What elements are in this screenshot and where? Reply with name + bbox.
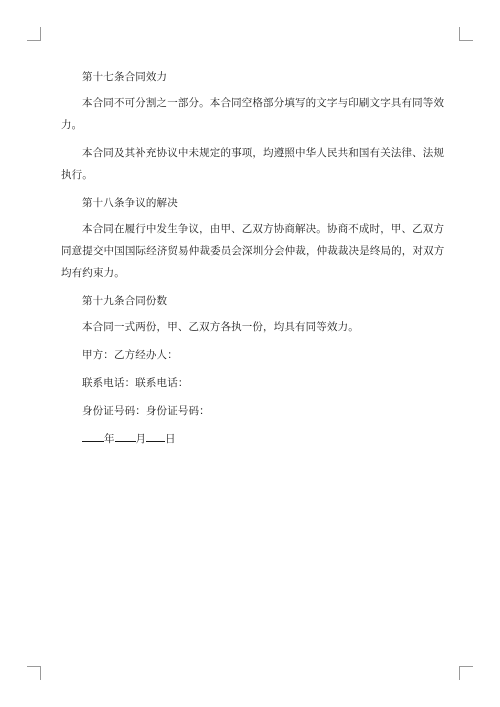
year-blank xyxy=(82,429,104,442)
crop-mark-top-left-horizontal xyxy=(27,40,41,41)
phone-line: 联系电话：联系电话： xyxy=(82,377,189,389)
id-number-line: 身份证号码：身份证号码： xyxy=(82,405,210,417)
month-blank xyxy=(115,429,136,442)
month-label: 月 xyxy=(135,433,146,445)
article-17-heading: 第十七条合同效力 xyxy=(82,71,168,83)
article-19-heading: 第十九条合同份数 xyxy=(82,295,168,307)
party-signature-line: 甲方：乙方经办人： xyxy=(82,349,178,361)
crop-mark-top-left-vertical xyxy=(40,27,41,41)
article-17-paragraph-2: 本合同及其补充协议中未规定的事项，均遵照中华人民共和国有关法律、法规执行。 xyxy=(61,147,445,181)
crop-mark-bottom-right-vertical xyxy=(459,666,460,680)
crop-mark-bottom-left-vertical xyxy=(40,666,41,680)
crop-mark-top-right-vertical xyxy=(459,27,460,41)
article-18-heading: 第十八条争议的解决 xyxy=(82,197,178,209)
crop-mark-bottom-right-horizontal xyxy=(459,666,473,667)
crop-mark-top-right-horizontal xyxy=(459,40,473,41)
article-18-paragraph-1: 本合同在履行中发生争议，由甲、乙双方协商解决。协商不成时，甲、乙双方同意提交中国国际经济贸易仲裁委员会深圳分会仲裁，仲裁裁决是终局的，对双方均有约束力。 xyxy=(61,223,445,279)
date-line xyxy=(61,428,449,450)
crop-mark-bottom-left-horizontal xyxy=(27,666,41,667)
day-blank xyxy=(146,429,165,442)
document-body xyxy=(61,66,449,461)
article-19-paragraph-1: 本合同一式两份，甲、乙双方各执一份，均具有同等效力。 xyxy=(82,321,359,333)
day-label: 日 xyxy=(165,433,176,445)
year-label: 年 xyxy=(104,433,115,445)
article-17-paragraph-1: 本合同不可分割之一部分。本合同空格部分填写的文字与印刷文字具有同等效力。 xyxy=(61,97,445,131)
